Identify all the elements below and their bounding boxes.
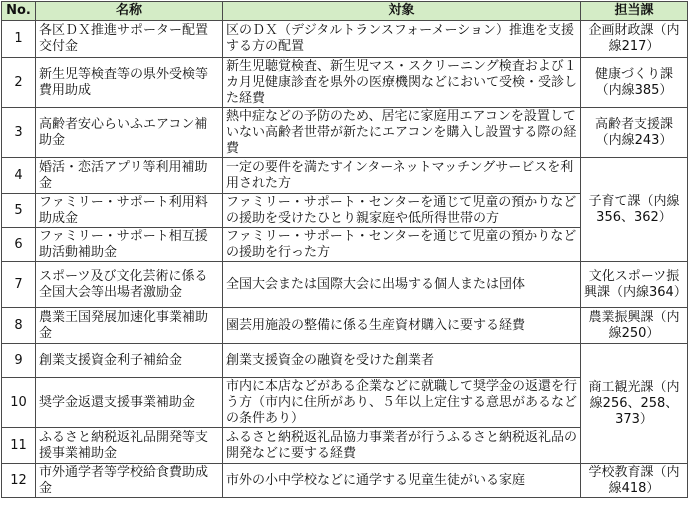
row-target: ファミリー・サポート・センターを通じて児童の預かりなどの援助を行った方 bbox=[223, 228, 581, 262]
row-target: 一定の要件を満たすインターネットマッチングサービスを利用された方 bbox=[223, 158, 581, 194]
row-no: 1 bbox=[2, 21, 36, 58]
header-dept: 担当課 bbox=[581, 2, 688, 21]
row-name: 農業王国発展加速化事業補助金 bbox=[36, 308, 223, 344]
subsidy-table bbox=[1, 1, 688, 498]
row-target: ファミリー・サポート・センターを通じて児童の預かりなどの援助を受けたひとり親家庭や低所得世帯の方 bbox=[223, 194, 581, 228]
table-row bbox=[2, 21, 688, 58]
row-target: 市外の小中学校などに通学する児童生徒がいる家庭 bbox=[223, 464, 581, 498]
row-name: 婚活・恋活アプリ等利用補助金 bbox=[36, 158, 223, 194]
row-target: 市内に本店などがある企業などに就職して奨学金の返還を行う方（市内に住所があり、５年以上定住する意思があるなどの条件あり） bbox=[223, 378, 581, 428]
row-target: 園芸用施設の整備に係る生産資材購入に要する経費 bbox=[223, 308, 581, 344]
row-dept: 農業振興課（内線250） bbox=[581, 308, 688, 344]
row-target: 熱中症などの予防のため、居宅に家庭用エアコンを設置していない高齢者世帯が新たにエアコンを購入し設置する際の経費 bbox=[223, 108, 581, 158]
row-name: 新生児等検査等の県外受検等費用助成 bbox=[36, 58, 223, 108]
table-row bbox=[2, 158, 688, 194]
row-dept: 高齢者支援課（内線243） bbox=[581, 108, 688, 158]
table-row bbox=[2, 308, 688, 344]
header-no: No. bbox=[2, 2, 36, 21]
row-dept: 学校教育課（内線418） bbox=[581, 464, 688, 498]
row-dept-merged: 商工観光課（内線256、258、373） bbox=[581, 344, 688, 464]
header-row bbox=[2, 2, 688, 21]
table-row bbox=[2, 108, 688, 158]
row-name: 創業支援資金利子補給金 bbox=[36, 344, 223, 378]
row-no: 3 bbox=[2, 108, 36, 158]
row-dept: 健康づくり課（内線385） bbox=[581, 58, 688, 108]
row-no: 2 bbox=[2, 58, 36, 108]
row-target: ふるさと納税返礼品協力事業者が行うふるさと納税返礼品の開発などに要する経費 bbox=[223, 428, 581, 464]
row-target: 区のＤＸ（デジタルトランスフォーメーション）推進を支援する方の配置 bbox=[223, 21, 581, 58]
row-name: 奨学金返還支援事業補助金 bbox=[36, 378, 223, 428]
row-no: 7 bbox=[2, 262, 36, 308]
table-row bbox=[2, 262, 688, 308]
row-no: 10 bbox=[2, 378, 36, 428]
row-target: 新生児聴覚検査、新生児マス・スクリーニング検査および１カ月児健康診査を県外の医療機関などにおいて受検・受診した経費 bbox=[223, 58, 581, 108]
row-name: スポーツ及び文化芸術に係る全国大会等出場者激励金 bbox=[36, 262, 223, 308]
row-name: ふるさと納税返礼品開発等支援事業補助金 bbox=[36, 428, 223, 464]
header-name: 名称 bbox=[36, 2, 223, 21]
row-no: 4 bbox=[2, 158, 36, 194]
row-name: 市外通学者等学校給食費助成金 bbox=[36, 464, 223, 498]
header-target: 対象 bbox=[223, 2, 581, 21]
row-no: 5 bbox=[2, 194, 36, 228]
row-dept: 企画財政課（内線217） bbox=[581, 21, 688, 58]
row-name: 各区ＤＸ推進サポーター配置交付金 bbox=[36, 21, 223, 58]
table-row bbox=[2, 58, 688, 108]
row-dept-merged: 子育て課（内線356、362） bbox=[581, 158, 688, 262]
row-no: 8 bbox=[2, 308, 36, 344]
row-no: 9 bbox=[2, 344, 36, 378]
row-no: 11 bbox=[2, 428, 36, 464]
row-target: 創業支援資金の融資を受けた創業者 bbox=[223, 344, 581, 378]
row-target: 全国大会または国際大会に出場する個人または団体 bbox=[223, 262, 581, 308]
row-name: 高齢者安心らいふエアコン補助金 bbox=[36, 108, 223, 158]
row-no: 12 bbox=[2, 464, 36, 498]
row-no: 6 bbox=[2, 228, 36, 262]
row-name: ファミリー・サポート利用料助成金 bbox=[36, 194, 223, 228]
table-row bbox=[2, 464, 688, 498]
row-name: ファミリー・サポート相互援助活動補助金 bbox=[36, 228, 223, 262]
row-dept: 文化スポーツ振興課（内線364） bbox=[581, 262, 688, 308]
table-row bbox=[2, 344, 688, 378]
